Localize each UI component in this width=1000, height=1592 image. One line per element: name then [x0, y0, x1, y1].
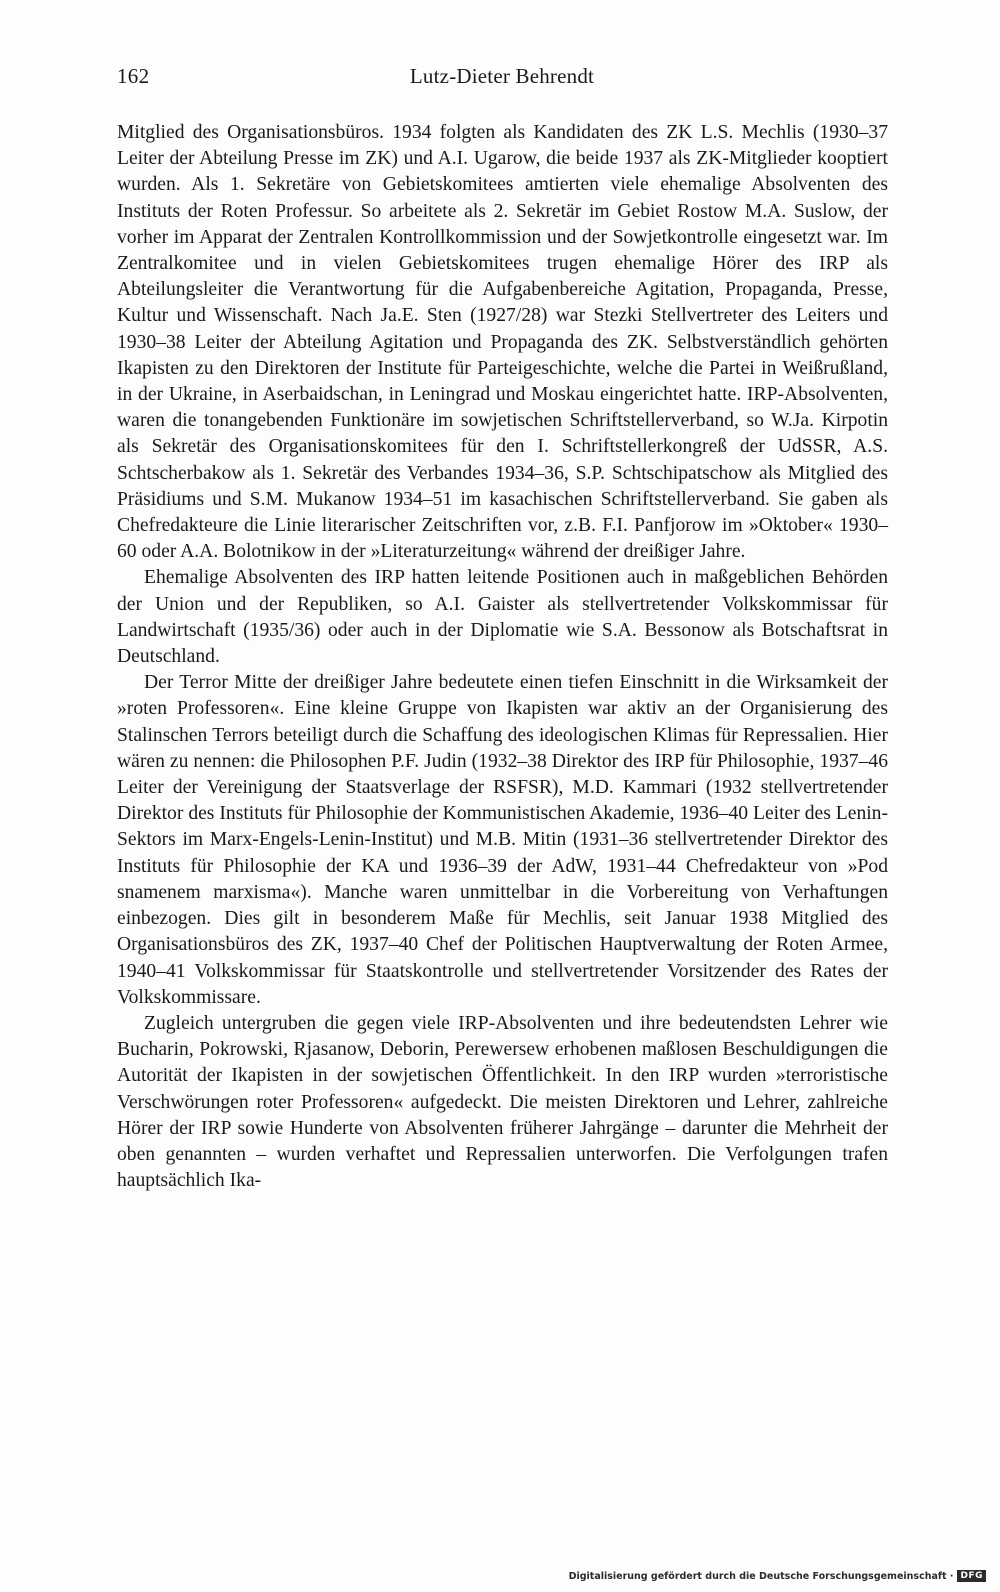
dfg-logo: DFG [957, 1570, 986, 1582]
paragraph: Mitglied des Organisationsbüros. 1934 folgten als Kandidaten des ZK L.S. Mechlis (1930–37 Leiter der Abteilung Presse im ZK) und A.I. Ugarow, die beide 1937 als ZK-Mitglieder kooptiert wurden. Als 1. Sekretäre von Gebietskomitees amtierten viele ehemalige Absolventen des Instituts der Roten Professur. So arbeitete als 2. Sekretär im Gebiet Rostow M.A. Suslow, der vorher im Apparat der Zentralen Kontrollkommission und der Sowjetkontrolle eingesetzt war. Im Zentralkomitee und in vielen Gebietskomitees trugen ehemalige Hörer des IRP als Abteilungsleiter die Verantwortung für die Aufgabenbereiche Agitation, Propaganda, Presse, Kultur und Wissenschaft. Nach Ja.E. Sten (1927/28) war Stezki Stellvertreter des Leiters und 1930–38 Leiter der Abteilung Agitation und Propaganda des ZK. Selbstverständlich gehörten Ikapisten zu den Direktoren der Institute für Parteigeschichte, welche die Partei in Weißrußland, in der Ukraine, in Aserbaidschan, in Leningrad und Moskau eingerichtet hatte. IRP-Absolventen, waren die tonangebenden Funktionäre im sowjetischen Schriftstellerverband, so W.Ja. Kirpotin als Sekretär des Organisationskomitees für den I. Schriftstellerkongreß der UdSSR, A.S. Schtscherbakow als 1. Sekretär des Verbandes 1934–36, S.P. Schtschipatschow als Mitglied des Präsidiums und S.M. Mukanow 1934–51 im kasachischen Schriftstellerverband. Sie gaben als Chefredakteure die Linie literarischer Zeitschriften vor, z.B. F.I. Panfjorow im »Oktober« 1930–60 oder A.A. Bolotnikow in der »Literaturzeitung« während der dreißiger Jahre. [117, 122, 888, 563]
page-header [117, 64, 887, 94]
paragraph: Zugleich untergruben die gegen viele IRP-Absolventen und ihre bedeutendsten Lehrer wie Bucharin, Pokrowski, Rjasanow, Deborin, Perewersew erhobenen maßlosen Beschuldigungen die Autorität der Ikapisten in der sowjetischen Öffentlichkeit. In den IRP wurden »terroristische Verschwörungen roter Professoren« aufgedeckt. Die meisten Direktoren und Lehrer, zahlreiche Hörer der IRP sowie Hunderte von Absolventen früherer Jahrgänge – darunter die Mehrheit der oben genannten – wurden verhaftet und Repressalien unterworfen. Die Verfolgungen trafen hauptsächlich Ika- [117, 1012, 888, 1192]
paragraph: Ehemalige Absolventen des IRP hatten leitende Positionen auch in maßgeblichen Behörden der Union und der Republiken, so A.I. Gaister als stellvertretender Volkskommissar für Landwirtschaft (1935/36) oder auch in der Diplomatie wie S.A. Bessonow als Botschaftsrat in Deutschland. [117, 567, 888, 668]
body-text [117, 120, 888, 1194]
paragraph: Der Terror Mitte der dreißiger Jahre bedeutete einen tiefen Einschnitt in die Wirksamkeit der »roten Professoren«. Eine kleine Gruppe von Ikapisten war aktiv an der Organisierung des Stalinschen Terrors beteiligt durch die Schaffung des ideologischen Klimas für Repressalien. Hier wären zu nennen: die Philosophen P.F. Judin (1932–38 Direktor des IRP für Philosophie, 1937–46 Leiter der Vereinigung der Staatsverlage der RSFSR), M.D. Kammari (1932 stellvertretender Direktor des Instituts für Philosophie der Kommunistischen Akademie, 1936–40 Leiter des Lenin-Sektors im Marx-Engels-Lenin-Institut) und M.B. Mitin (1931–36 stellvertretender Direktor des Instituts für Philosophie der KA und 1936–39 der AdW, 1931–44 Chefredakteur von »Pod snamenem marxisma«). Manche waren unmittelbar in die Vorbereitung von Verhaftungen einbezogen. Dies gilt in besonderem Maße für Mechlis, seit Januar 1938 Mitglied des Organisationsbüros des ZK, 1937–40 Chef der Politischen Hauptverwaltung der Roten Armee, 1940–41 Volkskommissar für Staatskontrolle und stellvertretender Vorsitzender des Rates der Volkskommissare. [117, 672, 888, 1008]
page-number: 162 [117, 64, 150, 88]
digitization-footer [569, 1570, 986, 1582]
running-head: Lutz-Dieter Behrendt [409, 64, 595, 88]
funding-note: Digitalisierung gefördert durch die Deutsche Forschungsgemeinschaft · [568, 1570, 954, 1582]
